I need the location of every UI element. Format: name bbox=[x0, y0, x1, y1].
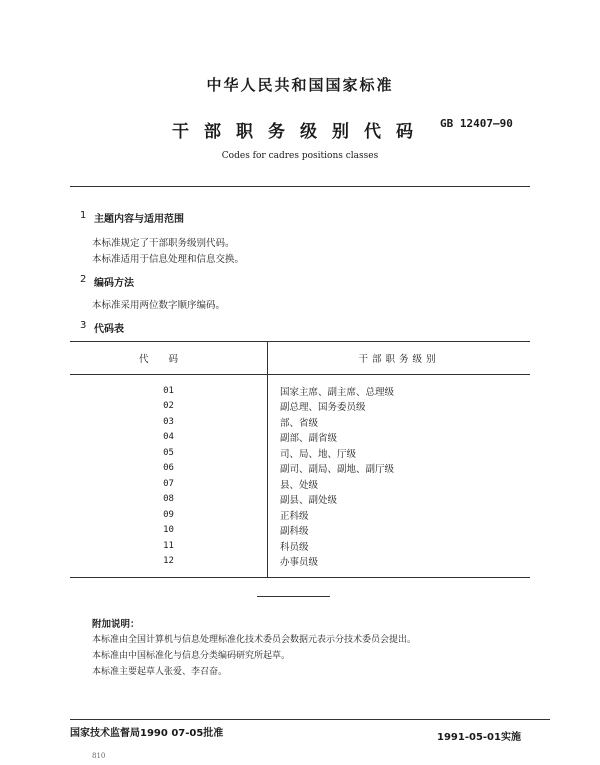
footer-divider bbox=[70, 719, 550, 720]
code-cell: 05 bbox=[70, 445, 268, 461]
section-title: 代码表 bbox=[94, 324, 124, 335]
note-line: 本标准由全国计算机与信息处理标准化技术委员会数据元表示分技术委员会提出。 bbox=[92, 635, 417, 645]
approval-date: 国家技术监督局1990 07-05批准 bbox=[70, 728, 224, 739]
paragraph: 本标准采用两位数字顺序编码。 bbox=[92, 300, 226, 311]
level-cell: 司、局、地、厅级 bbox=[280, 448, 357, 460]
level-cell: 县、处级 bbox=[280, 479, 319, 491]
section-title: 主题内容与适用范围 bbox=[94, 214, 184, 225]
column-header-level: 干部职务级别 bbox=[268, 342, 531, 375]
section-3-heading bbox=[80, 320, 380, 334]
level-cell: 正科级 bbox=[280, 510, 309, 522]
code-cell: 02 bbox=[70, 399, 268, 415]
section-number: 1 bbox=[80, 210, 87, 221]
table-row bbox=[70, 492, 530, 508]
document-title: 干部职务级别代码 bbox=[172, 122, 428, 142]
note-line: 本标准主要起草人张爱、李召奋。 bbox=[92, 667, 228, 677]
implementation-date: 1991-05-01实施 bbox=[437, 732, 521, 743]
table-row bbox=[70, 461, 530, 477]
table-row bbox=[70, 399, 530, 415]
table-row bbox=[70, 523, 530, 539]
level-cell: 副部、副省级 bbox=[280, 433, 338, 445]
page-number: 810 bbox=[92, 752, 106, 760]
level-cell: 副司、副局、副地、副厅级 bbox=[280, 464, 395, 476]
table-row bbox=[70, 507, 530, 523]
level-cell: 副总理、国务委员级 bbox=[280, 402, 366, 414]
table-row bbox=[70, 476, 530, 492]
level-cell: 部、省级 bbox=[280, 417, 319, 429]
code-table bbox=[70, 341, 530, 578]
code-cell: 01 bbox=[70, 383, 268, 399]
table-row bbox=[70, 430, 530, 446]
additional-notes-title: 附加说明： bbox=[92, 619, 140, 630]
code-cell: 06 bbox=[70, 461, 268, 477]
code-cell: 04 bbox=[70, 430, 268, 446]
level-cell: 副科级 bbox=[280, 526, 309, 538]
code-cell: 11 bbox=[70, 538, 268, 554]
section-2-heading bbox=[80, 274, 380, 288]
code-cell: 07 bbox=[70, 476, 268, 492]
section-1-heading bbox=[80, 210, 380, 224]
end-of-body-rule bbox=[257, 596, 330, 597]
level-cell: 办事员级 bbox=[280, 557, 319, 569]
table-row bbox=[70, 414, 530, 430]
code-cell: 09 bbox=[70, 507, 268, 523]
table-row bbox=[70, 538, 530, 554]
level-cell: 副县、副处级 bbox=[280, 495, 338, 507]
note-line: 本标准由中国标准化与信息分类编码研究所起草。 bbox=[92, 651, 291, 661]
table-row bbox=[70, 383, 530, 399]
paragraph: 本标准适用于信息处理和信息交换。 bbox=[92, 254, 245, 265]
table-row bbox=[70, 445, 530, 461]
level-cell: 国家主席、副主席、总理级 bbox=[280, 386, 395, 398]
header-divider bbox=[70, 186, 530, 187]
code-cell: 03 bbox=[70, 414, 268, 430]
column-header-code: 代码 bbox=[70, 342, 268, 375]
section-number: 3 bbox=[80, 320, 87, 331]
section-title: 编码方法 bbox=[94, 278, 134, 289]
code-cell: 10 bbox=[70, 523, 268, 539]
code-cell: 08 bbox=[70, 492, 268, 508]
table-header-row bbox=[70, 342, 530, 375]
national-standard-heading: 中华人民共和国国家标准 bbox=[206, 76, 394, 94]
table-row bbox=[70, 554, 530, 570]
level-cell: 科员级 bbox=[280, 541, 309, 553]
section-number: 2 bbox=[80, 274, 87, 285]
standard-code: GB 12407—90 bbox=[440, 117, 513, 130]
english-subtitle: Codes for cadres positions classes bbox=[221, 151, 379, 161]
code-cell: 12 bbox=[70, 554, 268, 570]
paragraph: 本标准规定了干部职务级别代码。 bbox=[92, 238, 235, 249]
